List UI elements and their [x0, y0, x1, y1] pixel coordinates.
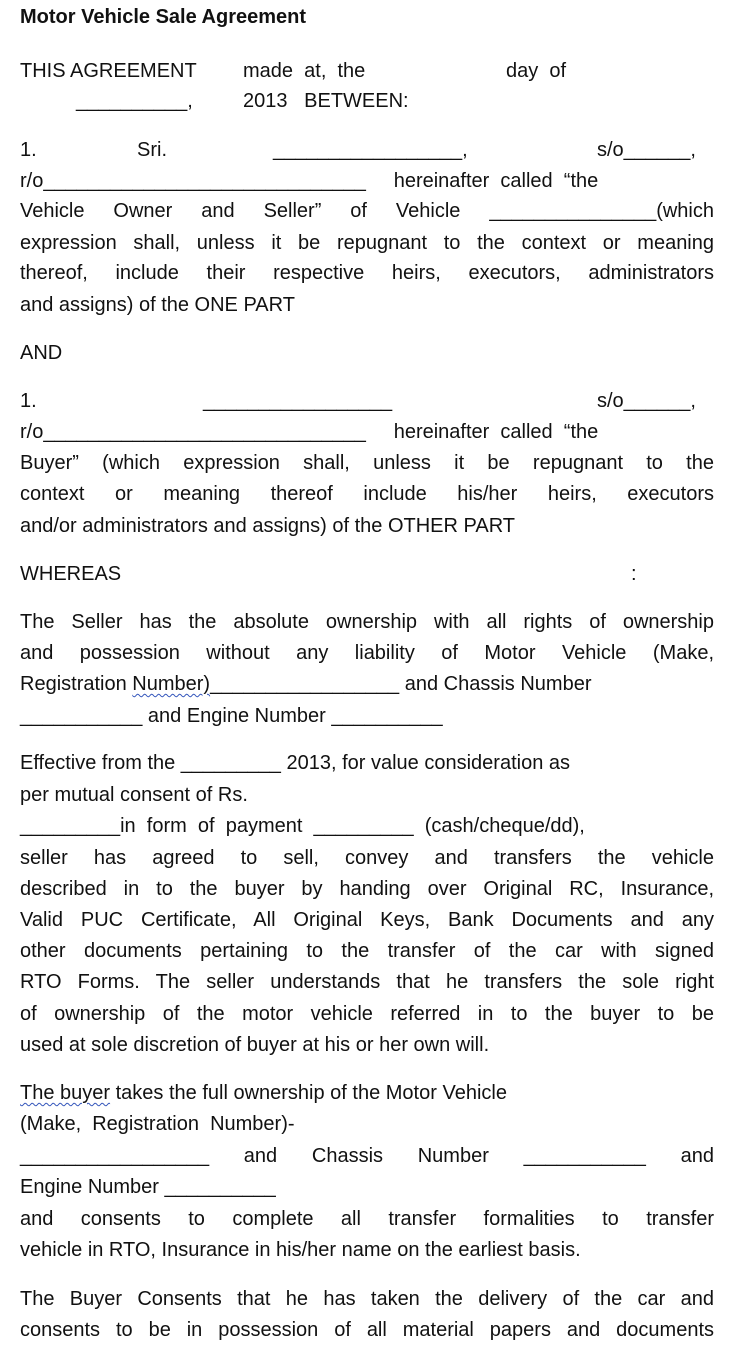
buyer-ownership-line-1 [20, 1080, 714, 1106]
intro-made-at: made at, the [243, 60, 366, 82]
intro-this-agreement: THIS AGREEMENT [20, 60, 197, 82]
intro-year-between: 2013 BETWEEN: [243, 90, 409, 112]
buyer-number: 1. [20, 390, 37, 412]
seller-line-vehicle-owner: Vehicle Owner and Seller” of Vehicle _______________(which [20, 200, 714, 222]
and-label: AND [20, 342, 63, 364]
buyer-ownership-line-2: (Make, Registration Number)- [20, 1113, 295, 1135]
effective-line-2: per mutual consent of Rs. [20, 784, 248, 806]
buyer-ownership-line-4: Engine Number __________ [20, 1176, 276, 1198]
buyer-line-other-part: and/or administrators and assigns) of the OTHER PART [20, 515, 516, 537]
ownership-line-1: The Seller has the absolute ownership with all rights of ownership [20, 611, 714, 633]
intro-date-blank: __________, [76, 90, 193, 112]
effective-line-6: Valid PUC Certificate, All Original Keys, Bank Documents and any [20, 909, 714, 931]
consent-line-2: consents to be in possession of all material papers and documents [20, 1319, 714, 1341]
effective-line-7: other documents pertaining to the transfer of the car with signed [20, 940, 714, 962]
effective-line-1: Effective from the _________ 2013, for value consideration as [20, 752, 570, 774]
registration-number-label: Number) [132, 673, 211, 695]
buyer-so-blank: s/o______, [597, 390, 696, 412]
buyer-ownership-line-3: _________________ and Chassis Number ___________ and [20, 1145, 714, 1167]
ownership-line-3 [20, 671, 714, 697]
seller-name-blank: _________________, [273, 139, 468, 161]
buyer-name-blank: _________________ [203, 390, 393, 412]
whereas-label: WHEREAS [20, 563, 122, 585]
whereas-colon: : [631, 563, 637, 585]
seller-line-expression: expression shall, unless it be repugnant to the context or meaning [20, 232, 714, 254]
seller-so-blank: s/o______, [597, 139, 696, 161]
effective-line-3: _________in form of payment _________ (cash/cheque/dd), [20, 815, 585, 837]
effective-line-9: of ownership of the motor vehicle referred in to the buyer to be [20, 1003, 714, 1025]
intro-day-of: day of [506, 60, 567, 82]
seller-line-heirs: thereof, include their respective heirs, executors, administrators [20, 262, 714, 284]
seller-sri: Sri. [137, 139, 167, 161]
effective-line-4: seller has agreed to sell, convey and transfers the vehicle [20, 847, 714, 869]
buyer-ownership-text: takes the full ownership of the Motor Vehicle [110, 1082, 507, 1104]
ownership-line-2: and possession without any liability of Motor Vehicle (Make, [20, 642, 714, 664]
effective-line-10: used at sole discretion of buyer at his or her own will. [20, 1034, 490, 1056]
document-title: Motor Vehicle Sale Agreement [20, 6, 307, 28]
effective-line-8: RTO Forms. The seller understands that he transfers the sole right [20, 971, 714, 993]
buyer-line-expression: Buyer” (which expression shall, unless it be repugnant to the [20, 452, 714, 474]
buyer-line-residence: r/o_____________________________ hereinafter called “the [20, 421, 599, 443]
ownership-line-4: ___________ and Engine Number __________ [20, 705, 443, 727]
consent-line-1: The Buyer Consents that he has taken the delivery of the car and [20, 1288, 714, 1310]
buyer-line-heirs: context or meaning thereof include his/her heirs, executors [20, 483, 714, 505]
seller-line-residence: r/o_____________________________ hereinafter called “the [20, 170, 599, 192]
the-buyer-label: The buyer [20, 1082, 111, 1104]
registration-blank-chassis: _________________ and Chassis Number [210, 673, 592, 695]
buyer-ownership-line-6: vehicle in RTO, Insurance in his/her name on the earliest basis. [20, 1239, 581, 1261]
buyer-ownership-line-5: and consents to complete all transfer formalities to transfer [20, 1208, 714, 1230]
effective-line-5: described in to the buyer by handing over Original RC, Insurance, [20, 878, 714, 900]
seller-number: 1. [20, 139, 37, 161]
registration-label: Registration [20, 673, 133, 695]
seller-line-one-part: and assigns) of the ONE PART [20, 294, 295, 316]
